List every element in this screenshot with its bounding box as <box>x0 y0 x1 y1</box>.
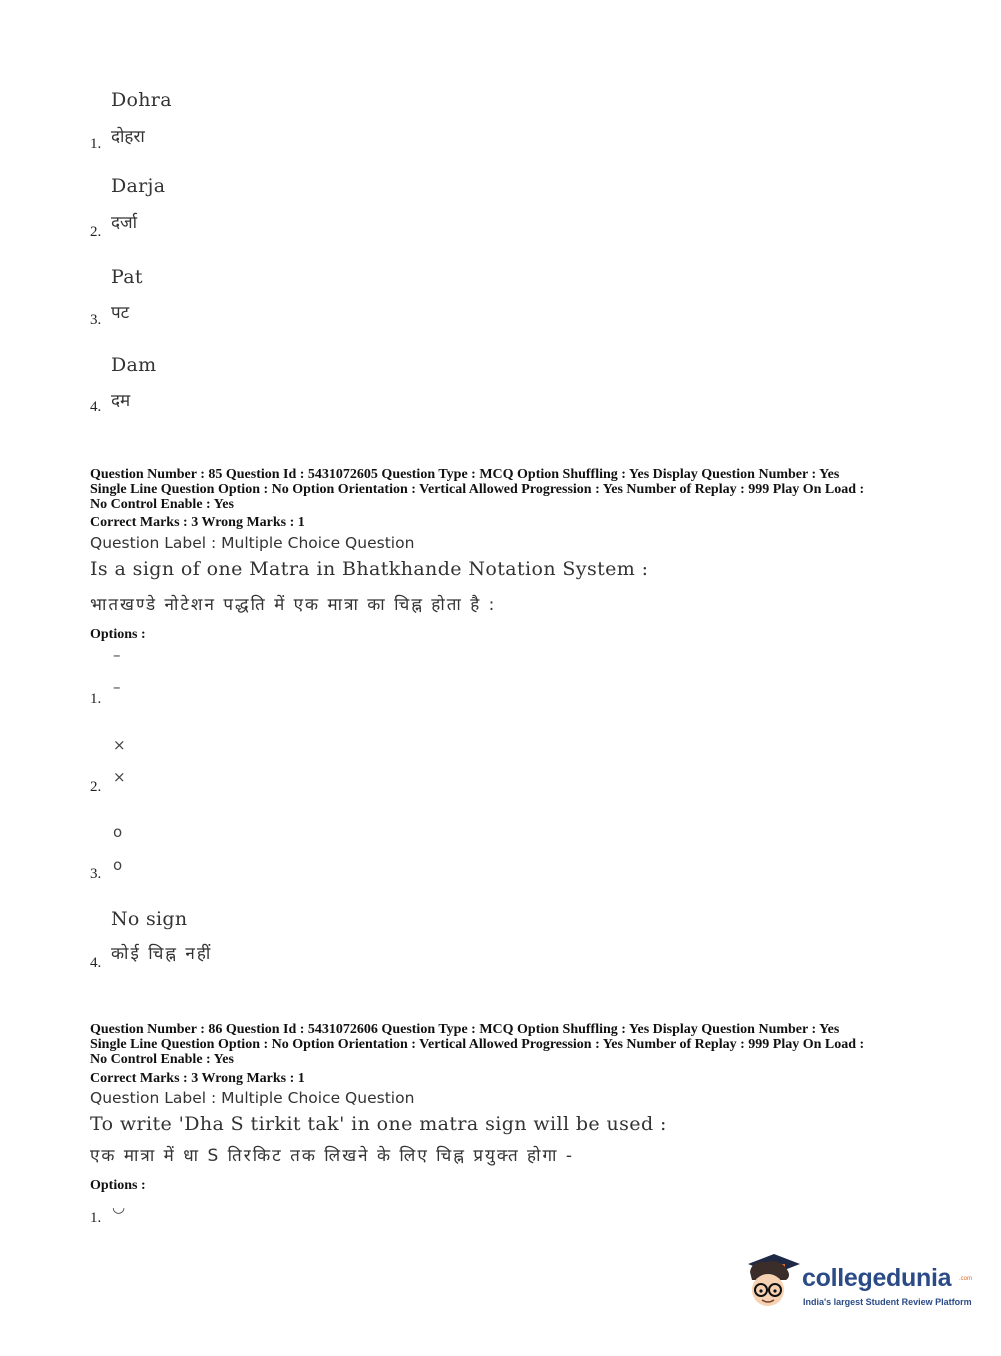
q85-option-4-en: No sign <box>111 908 188 930</box>
mascot-icon <box>742 1250 802 1312</box>
prev-option-4-hi: दम <box>111 391 131 411</box>
q85-option-1-number: 1. <box>90 691 102 707</box>
q85-option-4-hi: कोई चिह्न नहीं <box>111 944 213 964</box>
q85-option-4-number: 4. <box>90 955 102 971</box>
q85-option-3-symbol: o <box>113 823 123 841</box>
collegedunia-logo <box>742 1250 972 1318</box>
q85-option-3-symbol-alt: o <box>113 856 123 874</box>
logo-name: collegedunia <box>802 1264 952 1292</box>
q85-meta-line2: Single Line Question Option : No Option Orientation : Vertical Allowed Progression : Yes Number of Replay : 999 Play On Load : <box>90 482 865 497</box>
q86-marks: Correct Marks : 3 Wrong Marks : 1 <box>90 1071 305 1086</box>
q85-options-label: Options : <box>90 627 146 642</box>
prev-option-4-en: Dam <box>111 354 157 376</box>
q86-text-hi: एक मात्रा में धा S तिरकिट तक लिखने के लिए चिह्न प्रयुक्त होगा - <box>90 1146 574 1166</box>
q86-meta-line2: Single Line Question Option : No Option Orientation : Vertical Allowed Progression : Yes Number of Replay : 999 Play On Load : <box>90 1037 865 1052</box>
q86-option-1-number: 1. <box>90 1210 102 1226</box>
q85-text-hi: भातखण्डे नोटेशन पद्धति में एक मात्रा का चिह्न होता है : <box>90 595 497 615</box>
q86-meta-line1: Question Number : 86 Question Id : 5431072606 Question Type : MCQ Option Shuffling : Yes Display Question Number : Yes <box>90 1022 840 1037</box>
logo-tagline: India's largest Student Review Platform <box>803 1297 972 1307</box>
q86-label: Question Label : Multiple Choice Question <box>90 1089 415 1107</box>
prev-option-3-number: 3. <box>90 312 102 328</box>
q85-text-en: Is a sign of one Matra in Bhatkhande Notation System : <box>90 558 649 580</box>
q86-option-1-symbol: ◡ <box>112 1198 126 1216</box>
q86-options-label: Options : <box>90 1178 146 1193</box>
prev-option-1-number: 1. <box>90 136 102 152</box>
q86-meta-line3: No Control Enable : Yes <box>90 1052 234 1067</box>
logo-com: .com <box>959 1276 973 1282</box>
q86-text-en: To write 'Dha S tirkit tak' in one matra sign will be used : <box>90 1113 667 1135</box>
prev-option-4-number: 4. <box>90 399 102 415</box>
q86-meta <box>90 1022 920 1067</box>
q85-meta <box>90 467 920 512</box>
q85-meta-line1: Question Number : 85 Question Id : 5431072605 Question Type : MCQ Option Shuffling : Yes Display Question Number : Yes <box>90 467 840 482</box>
prev-option-3-en: Pat <box>111 266 143 288</box>
q85-meta-line3: No Control Enable : Yes <box>90 497 234 512</box>
q85-marks: Correct Marks : 3 Wrong Marks : 1 <box>90 515 305 530</box>
q85-option-1-symbol: – <box>113 646 121 664</box>
q85-option-1-symbol-alt: – <box>113 678 121 696</box>
q85-label: Question Label : Multiple Choice Question <box>90 534 415 552</box>
prev-option-3-hi: पट <box>111 303 130 323</box>
prev-option-1-hi: दोहरा <box>111 127 145 147</box>
q85-option-2-symbol-alt: × <box>113 768 126 786</box>
q85-option-2-number: 2. <box>90 779 102 795</box>
prev-option-1-en: Dohra <box>111 89 172 111</box>
q85-option-2-symbol: × <box>113 736 126 754</box>
prev-option-2-en: Darja <box>111 175 166 197</box>
q85-option-3-number: 3. <box>90 866 102 882</box>
prev-option-2-hi: दर्जा <box>111 213 138 233</box>
prev-option-2-number: 2. <box>90 224 102 240</box>
